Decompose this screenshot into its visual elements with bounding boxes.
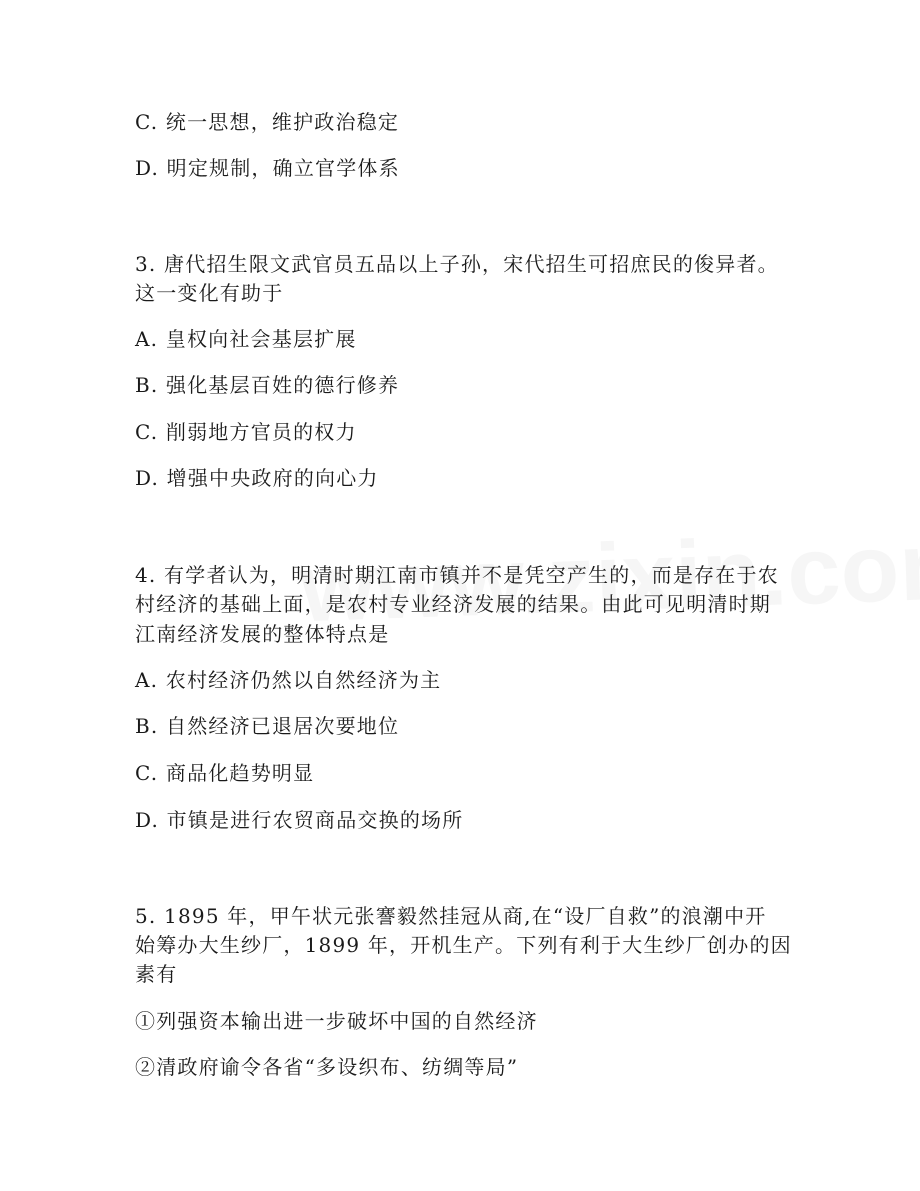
q4-stem-line-3: 江南经济发展的整体特点是 [135, 622, 390, 646]
q4-option-a: A. 农村经济仍然以自然经济为主 [135, 668, 442, 692]
q5-item-2: ②清政府谕令各省“多设织布、纺绸等局” [135, 1055, 519, 1079]
q3-stem-line-2: 这一变化有助于 [135, 281, 284, 305]
q5-stem-line-2: 始筹办大生纱厂，1899 年，开机生产。下列有利于大生纱厂创办的因 [135, 933, 792, 957]
q2-option-c: C. 统一思想，维护政治稳定 [135, 110, 400, 134]
q2-option-d: D. 明定规制，确立官学体系 [135, 156, 400, 180]
q3-option-b: B. 强化基层百姓的德行修养 [135, 373, 400, 397]
q5-stem-line-3: 素有 [135, 962, 178, 986]
q4-option-b: B. 自然经济已退居次要地位 [135, 714, 400, 738]
q3-stem-line-1: 3. 唐代招生限文武官员五品以上子孙，宋代招生可招庶民的俊异者。 [135, 252, 779, 276]
q3-option-c: C. 削弱地方官员的权力 [135, 420, 357, 444]
q4-option-c: C. 商品化趋势明显 [135, 761, 315, 785]
q5-stem-line-1: 5. 1895 年，甲午状元张謇毅然挂冠从商,在“设厂自救”的浪潮中开 [135, 904, 767, 928]
q3-option-a: A. 皇权向社会基层扩展 [135, 327, 357, 351]
q3-option-d: D. 增强中央政府的向心力 [135, 466, 379, 490]
q5-item-1: ①列强资本输出进一步破坏中国的自然经济 [135, 1009, 538, 1033]
q4-stem-line-1: 4. 有学者认为，明清时期江南市镇并不是凭空产生的，而是存在于农 [135, 563, 779, 587]
q4-stem-line-2: 村经济的基础上面，是农村专业经济发展的结果。由此可见明清时期 [135, 592, 771, 616]
q4-option-d: D. 市镇是进行农贸商品交换的场所 [135, 808, 464, 832]
